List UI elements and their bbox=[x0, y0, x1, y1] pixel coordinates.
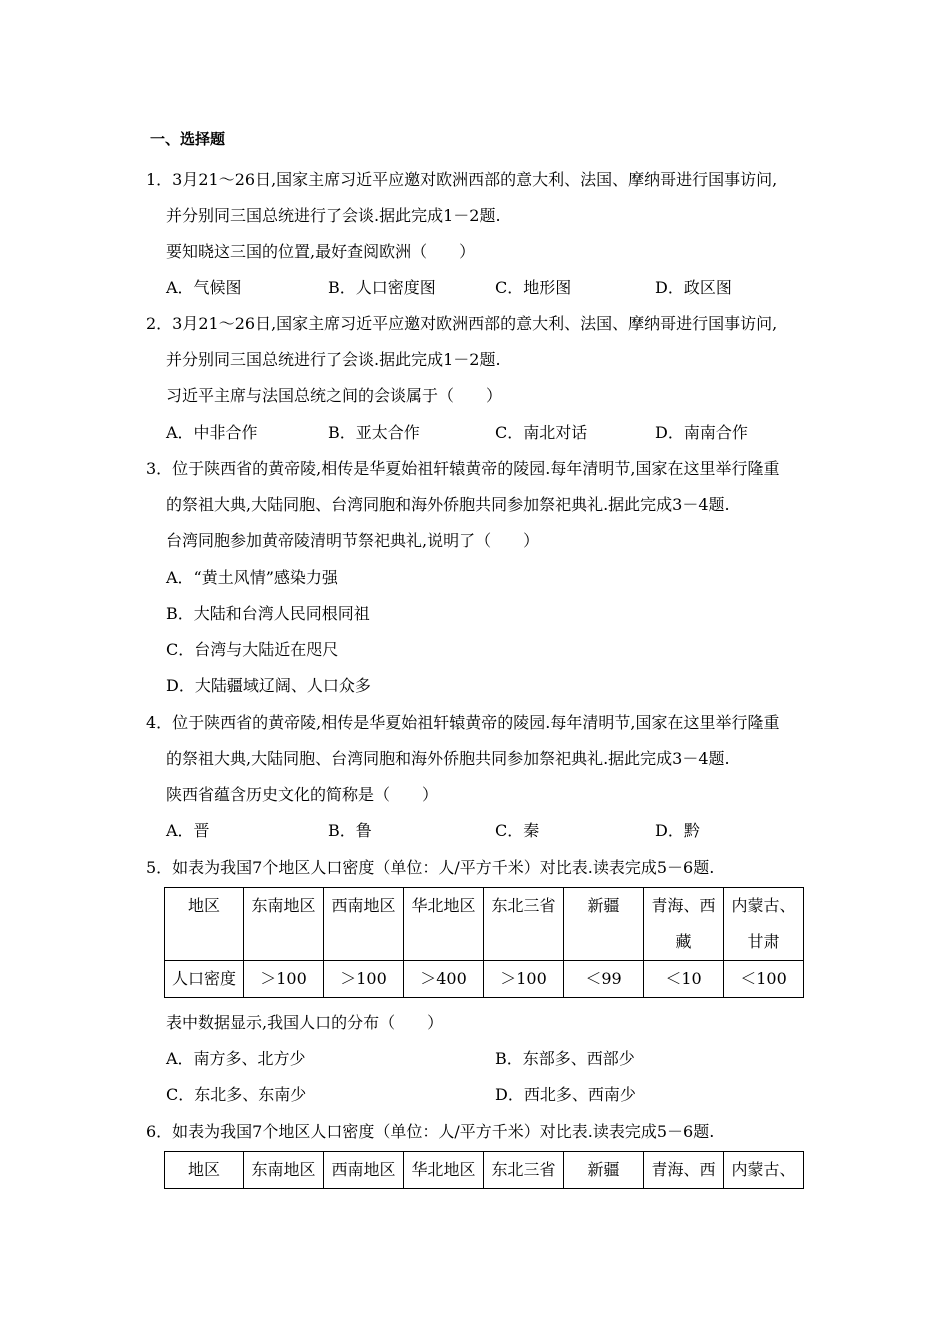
q5-stem: 表中数据显示,我国人口的分布（ ） bbox=[166, 1013, 444, 1032]
q3-option-b[interactable]: B．大陆和台湾人民同根同祖 bbox=[166, 604, 370, 623]
table-header-cell bbox=[724, 888, 804, 961]
table-header-cell: 东南地区 bbox=[244, 888, 324, 961]
header-text-wrap: 甘肃 bbox=[747, 932, 780, 951]
population-density-table-2 bbox=[164, 1151, 804, 1189]
q2-stem: 习近平主席与法国总统之间的会谈属于（ ） bbox=[166, 386, 503, 405]
q4-stem: 陕西省蕴含历史文化的简称是（ ） bbox=[166, 785, 439, 804]
table-cell: ＜100 bbox=[724, 961, 804, 998]
q2-option-b[interactable]: B．亚太合作 bbox=[328, 423, 420, 442]
table-header-cell: 华北地区 bbox=[404, 1152, 484, 1189]
table-header-cell: 东北三省 bbox=[484, 888, 564, 961]
q1-line1: 1．3月21～26日,国家主席习近平应邀对欧洲西部的意大利、法国、摩纳哥进行国事访问, bbox=[146, 170, 778, 189]
q2-line1: 2．3月21～26日,国家主席习近平应邀对欧洲西部的意大利、法国、摩纳哥进行国事访问, bbox=[146, 314, 778, 333]
table-cell: ＞100 bbox=[324, 961, 404, 998]
table-header-row bbox=[165, 1152, 804, 1189]
table-header-cell: 东北三省 bbox=[484, 1152, 564, 1189]
header-text-wrap: 藏 bbox=[675, 932, 692, 951]
header-text: 内蒙古、 bbox=[731, 896, 796, 915]
q3-option-c[interactable]: C．台湾与大陆近在咫尺 bbox=[166, 640, 339, 659]
population-density-table bbox=[164, 887, 804, 998]
q6-line1: 6．如表为我国7个地区人口密度（单位：人/平方千米）对比表.读表完成5－6题. bbox=[146, 1122, 715, 1141]
q5-option-c[interactable]: C．东北多、东南少 bbox=[166, 1085, 307, 1104]
section-title: 一、选择题 bbox=[150, 130, 226, 148]
header-text: 青海、西 bbox=[651, 896, 716, 915]
q3-line2: 的祭祖大典,大陆同胞、台湾同胞和海外侨胞共同参加祭祀典礼.据此完成3－4题. bbox=[166, 495, 730, 514]
q1-option-c[interactable]: C．地形图 bbox=[495, 278, 572, 297]
table-header-cell: 新疆 bbox=[564, 1152, 644, 1189]
q3-stem: 台湾同胞参加黄帝陵清明节祭祀典礼,说明了（ ） bbox=[166, 531, 540, 550]
q3-option-a[interactable]: A．“黄土风情”感染力强 bbox=[166, 568, 338, 587]
table-cell: ＞100 bbox=[484, 961, 564, 998]
table-cell: ＜99 bbox=[564, 961, 644, 998]
q2-option-a[interactable]: A．中非合作 bbox=[166, 423, 258, 442]
q4-option-c[interactable]: C．秦 bbox=[495, 821, 540, 840]
table-header-cell: 新疆 bbox=[564, 888, 644, 961]
q4-line1: 4．位于陕西省的黄帝陵,相传是华夏始祖轩辕黄帝的陵园.每年清明节,国家在这里举行隆重 bbox=[146, 713, 780, 732]
q1-option-b[interactable]: B．人口密度图 bbox=[328, 278, 436, 297]
q4-option-a[interactable]: A．晋 bbox=[166, 821, 210, 840]
row-label-cell: 人口密度 bbox=[165, 961, 244, 998]
q2-option-c[interactable]: C．南北对话 bbox=[495, 423, 588, 442]
q5-option-b[interactable]: B．东部多、西部少 bbox=[495, 1049, 635, 1068]
q4-option-d[interactable]: D．黔 bbox=[655, 821, 700, 840]
q4-line2: 的祭祖大典,大陆同胞、台湾同胞和海外侨胞共同参加祭祀典礼.据此完成3－4题. bbox=[166, 749, 730, 768]
q3-option-d[interactable]: D．大陆疆域辽阔、人口众多 bbox=[166, 676, 371, 695]
q2-option-d[interactable]: D．南南合作 bbox=[655, 423, 748, 442]
table-cell: ＜10 bbox=[644, 961, 724, 998]
table-cell: ＞400 bbox=[404, 961, 484, 998]
q1-stem: 要知晓这三国的位置,最好查阅欧洲（ ） bbox=[166, 242, 476, 261]
q5-line1: 5．如表为我国7个地区人口密度（单位：人/平方千米）对比表.读表完成5－6题. bbox=[146, 858, 715, 877]
q1-option-d[interactable]: D．政区图 bbox=[655, 278, 732, 297]
q1-option-a[interactable]: A．气候图 bbox=[166, 278, 242, 297]
table-header-cell: 华北地区 bbox=[404, 888, 484, 961]
table-header-cell: 地区 bbox=[165, 888, 244, 961]
q4-option-b[interactable]: B．鲁 bbox=[328, 821, 372, 840]
q5-option-a[interactable]: A．南方多、北方少 bbox=[166, 1049, 306, 1068]
table-header-cell bbox=[644, 888, 724, 961]
table-header-row bbox=[165, 888, 804, 961]
q3-line1: 3．位于陕西省的黄帝陵,相传是华夏始祖轩辕黄帝的陵园.每年清明节,国家在这里举行隆重 bbox=[146, 459, 780, 478]
table-row bbox=[165, 961, 804, 998]
table-header-cell: 青海、西 bbox=[644, 1152, 724, 1189]
table-header-cell: 地区 bbox=[165, 1152, 244, 1189]
table-header-cell: 东南地区 bbox=[244, 1152, 324, 1189]
table-header-cell: 内蒙古、 bbox=[724, 1152, 804, 1189]
q2-line2: 并分别同三国总统进行了会谈.据此完成1－2题. bbox=[166, 350, 501, 369]
table-cell: ＞100 bbox=[244, 961, 324, 998]
table-header-cell: 西南地区 bbox=[324, 888, 404, 961]
q5-option-d[interactable]: D．西北多、西南少 bbox=[495, 1085, 636, 1104]
q1-line2: 并分别同三国总统进行了会谈.据此完成1－2题. bbox=[166, 206, 501, 225]
table-header-cell: 西南地区 bbox=[324, 1152, 404, 1189]
